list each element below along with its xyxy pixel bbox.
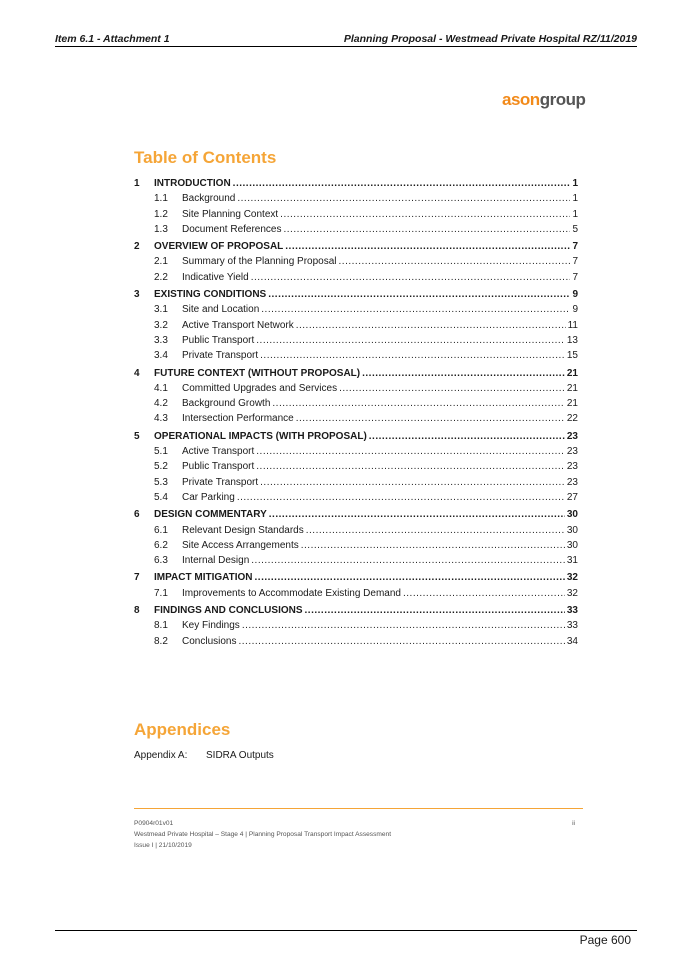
toc-subsection-entry[interactable] bbox=[134, 523, 578, 538]
toc-dot-leader bbox=[255, 570, 565, 585]
toc-subsection-entry[interactable] bbox=[134, 553, 578, 568]
toc-entry-title: Background bbox=[182, 193, 236, 205]
toc-entry-number: 7 bbox=[134, 572, 140, 584]
toc-dot-leader bbox=[305, 603, 565, 618]
toc-dot-leader bbox=[256, 459, 565, 474]
toc-entry-number: 6.3 bbox=[154, 555, 168, 567]
toc-section-entry[interactable] bbox=[134, 570, 578, 585]
toc-dot-leader bbox=[339, 381, 565, 396]
toc-subsection-entry[interactable] bbox=[134, 302, 578, 317]
appendix-label: Appendix A: bbox=[134, 750, 188, 761]
toc-dot-leader bbox=[296, 411, 565, 426]
toc-dot-leader bbox=[268, 287, 570, 302]
toc-subsection-entry[interactable] bbox=[134, 586, 578, 601]
toc-entry-number: 4 bbox=[134, 367, 140, 379]
toc-entry-title: EXISTING CONDITIONS bbox=[154, 289, 267, 301]
toc-entry-title: Document References bbox=[182, 223, 282, 235]
toc-section-entry[interactable] bbox=[134, 239, 578, 254]
toc-dot-leader bbox=[272, 396, 564, 411]
toc-dot-leader bbox=[238, 634, 564, 649]
toc-entry-title: OVERVIEW OF PROPOSAL bbox=[154, 241, 284, 253]
toc-entry-page: 1 bbox=[572, 178, 578, 189]
toc-entry-page: 15 bbox=[566, 350, 578, 362]
toc-entry-page: 5 bbox=[572, 223, 578, 235]
toc-dot-leader bbox=[269, 507, 565, 522]
toc-dot-leader bbox=[285, 239, 570, 254]
toc-entry-page: 33 bbox=[566, 605, 578, 617]
toc-entry-title: Site Access Arrangements bbox=[182, 539, 299, 551]
toc-entry-page: 21 bbox=[566, 382, 578, 394]
toc-entry-title: Conclusions bbox=[182, 635, 237, 647]
toc-entry-page: 1 bbox=[572, 193, 578, 205]
toc-subsection-entry[interactable] bbox=[134, 348, 578, 363]
toc-entry-page: 32 bbox=[566, 572, 578, 584]
toc-entry-page: 1 bbox=[572, 208, 578, 220]
toc-entry-page: 21 bbox=[566, 398, 578, 410]
toc-subsection-entry[interactable] bbox=[134, 490, 578, 505]
toc-entry-number: 3.1 bbox=[154, 304, 168, 316]
toc-entry-page: 33 bbox=[566, 620, 578, 632]
toc-entry-page: 7 bbox=[572, 271, 578, 283]
toc-entry-number: 3.4 bbox=[154, 350, 168, 362]
toc-entry-page: 30 bbox=[566, 509, 578, 521]
appendix-item[interactable] bbox=[134, 750, 274, 761]
toc-dot-leader bbox=[237, 191, 570, 206]
toc-entry-title: Car Parking bbox=[182, 491, 235, 503]
toc-entry-title: OPERATIONAL IMPACTS (WITH PROPOSAL) bbox=[154, 430, 367, 442]
toc-section-entry[interactable] bbox=[134, 287, 578, 302]
toc-entry-title: IMPACT MITIGATION bbox=[154, 572, 253, 584]
toc-entry-number: 1.3 bbox=[154, 223, 168, 235]
toc-entry-number: 6.1 bbox=[154, 524, 168, 536]
toc-entry-number: 8.2 bbox=[154, 635, 168, 647]
toc-dot-leader bbox=[256, 333, 565, 348]
toc-subsection-entry[interactable] bbox=[134, 538, 578, 553]
toc-entry-page: 30 bbox=[566, 524, 578, 536]
company-logo bbox=[502, 90, 585, 110]
toc-entry-number: 5.2 bbox=[154, 461, 168, 473]
toc-entry-number: 3.2 bbox=[154, 319, 168, 331]
toc-entry-title: Internal Design bbox=[182, 555, 250, 567]
toc-entry-number: 2.2 bbox=[154, 271, 168, 283]
toc-entry-page: 9 bbox=[572, 304, 578, 316]
toc-entry-number: 8 bbox=[134, 605, 140, 617]
toc-section-group bbox=[134, 287, 578, 363]
header-document-title: Planning Proposal - Westmead Private Hospital RZ/11/2019 bbox=[343, 33, 637, 45]
toc-entry-title: Private Transport bbox=[182, 476, 259, 488]
toc-entry-page: 7 bbox=[572, 256, 578, 268]
toc-subsection-entry[interactable] bbox=[134, 207, 578, 222]
toc-entry-title: Public Transport bbox=[182, 461, 255, 473]
logo-part-group: group bbox=[539, 90, 586, 109]
document-footer bbox=[134, 818, 583, 851]
toc-entry-number: 6 bbox=[134, 509, 140, 521]
toc-entry-page: 23 bbox=[566, 461, 578, 473]
logo-part-ason: ason bbox=[502, 90, 540, 109]
toc-subsection-entry[interactable] bbox=[134, 459, 578, 474]
toc-entry-number: 5.3 bbox=[154, 476, 168, 488]
toc-entry-number: 2 bbox=[134, 241, 140, 253]
toc-entry-title: Site and Location bbox=[182, 304, 260, 316]
toc-section-entry[interactable] bbox=[134, 366, 578, 381]
toc-entry-title: Active Transport bbox=[182, 446, 255, 458]
toc-entry-title: Public Transport bbox=[182, 334, 255, 346]
toc-dot-leader bbox=[251, 270, 571, 285]
toc-subsection-entry[interactable] bbox=[134, 475, 578, 490]
toc-section-group bbox=[134, 429, 578, 505]
toc-section-group bbox=[134, 570, 578, 601]
toc-section-group bbox=[134, 603, 578, 649]
footer-project: Westmead Private Hospital – Stage 4 | Planning Proposal Transport Impact Assessment bbox=[134, 831, 392, 838]
toc-entry-title: Background Growth bbox=[182, 398, 271, 410]
toc-dot-leader bbox=[260, 348, 565, 363]
header-attachment-label: Item 6.1 - Attachment 1 bbox=[55, 33, 170, 45]
toc-dot-leader bbox=[301, 538, 565, 553]
toc-dot-leader bbox=[306, 523, 565, 538]
toc-entry-page: 9 bbox=[572, 289, 578, 301]
toc-subsection-entry[interactable] bbox=[134, 618, 578, 633]
toc-entry-number: 6.2 bbox=[154, 539, 168, 551]
toc-entry-title: Relevant Design Standards bbox=[182, 524, 304, 536]
toc-entry-page: 23 bbox=[566, 430, 578, 442]
appendices-heading: Appendices bbox=[134, 720, 231, 739]
toc-subsection-entry[interactable] bbox=[134, 254, 578, 269]
table-of-contents bbox=[134, 176, 578, 651]
footer-divider bbox=[134, 808, 583, 809]
toc-dot-leader bbox=[251, 553, 565, 568]
toc-subsection-entry[interactable] bbox=[134, 270, 578, 285]
bottom-divider bbox=[55, 930, 637, 931]
appendix-title: SIDRA Outputs bbox=[206, 750, 274, 761]
toc-entry-number: 4.2 bbox=[154, 398, 168, 410]
toc-section-entry[interactable] bbox=[134, 176, 578, 191]
toc-entry-number: 4.1 bbox=[154, 382, 168, 394]
toc-dot-leader bbox=[242, 618, 565, 633]
toc-dot-leader bbox=[237, 490, 565, 505]
toc-entry-title: Summary of the Planning Proposal bbox=[182, 256, 337, 268]
toc-entry-number: 3 bbox=[134, 289, 140, 301]
toc-entry-page: 7 bbox=[572, 241, 578, 253]
toc-subsection-entry[interactable] bbox=[134, 444, 578, 459]
toc-subsection-entry[interactable] bbox=[134, 222, 578, 237]
toc-section-entry[interactable] bbox=[134, 429, 578, 444]
toc-entry-page: 30 bbox=[566, 539, 578, 551]
toc-section-group bbox=[134, 366, 578, 427]
toc-entry-page: 22 bbox=[566, 413, 578, 425]
toc-section-entry[interactable] bbox=[134, 603, 578, 618]
toc-entry-page: 34 bbox=[566, 635, 578, 647]
toc-section-group bbox=[134, 176, 578, 237]
toc-entry-number: 1.2 bbox=[154, 208, 168, 220]
toc-entry-title: Private Transport bbox=[182, 350, 259, 362]
toc-dot-leader bbox=[296, 318, 566, 333]
toc-dot-leader bbox=[233, 176, 571, 191]
toc-dot-leader bbox=[362, 366, 565, 381]
toc-entry-number: 2.1 bbox=[154, 256, 168, 268]
toc-dot-leader bbox=[260, 475, 565, 490]
toc-entry-page: 32 bbox=[566, 587, 578, 599]
toc-entry-page: 11 bbox=[567, 319, 578, 331]
toc-section-group bbox=[134, 507, 578, 568]
toc-entry-page: 21 bbox=[566, 367, 578, 379]
toc-entry-number: 7.1 bbox=[154, 587, 168, 599]
toc-entry-title: DESIGN COMMENTARY bbox=[154, 509, 267, 521]
page-header bbox=[55, 33, 637, 47]
toc-entry-page: 23 bbox=[566, 446, 578, 458]
toc-entry-title: Active Transport Network bbox=[182, 319, 294, 331]
toc-entry-title: Key Findings bbox=[182, 620, 240, 632]
footer-reference: P0904r01v01 bbox=[134, 820, 174, 827]
toc-dot-leader bbox=[261, 302, 570, 317]
toc-subsection-entry[interactable] bbox=[134, 411, 578, 426]
toc-entry-title: Improvements to Accommodate Existing Demand bbox=[182, 587, 401, 599]
toc-entry-number: 1 bbox=[134, 178, 140, 189]
toc-entry-number: 4.3 bbox=[154, 413, 168, 425]
toc-entry-number: 3.3 bbox=[154, 334, 168, 346]
toc-entry-title: Site Planning Context bbox=[182, 208, 279, 220]
toc-entry-page: 31 bbox=[566, 555, 578, 567]
footer-issue: Issue I | 21/10/2019 bbox=[134, 842, 192, 849]
toc-entry-title: Indicative Yield bbox=[182, 271, 249, 283]
toc-entry-title: INTRODUCTION bbox=[154, 178, 231, 189]
toc-entry-title: Committed Upgrades and Services bbox=[182, 382, 338, 394]
toc-dot-leader bbox=[284, 222, 571, 237]
toc-subsection-entry[interactable] bbox=[134, 381, 578, 396]
toc-dot-leader bbox=[280, 207, 570, 222]
toc-subsection-entry[interactable] bbox=[134, 634, 578, 649]
toc-entry-title: Intersection Performance bbox=[182, 413, 294, 425]
page-number: Page 600 bbox=[579, 933, 631, 947]
toc-entry-page: 13 bbox=[566, 334, 578, 346]
toc-section-entry[interactable] bbox=[134, 507, 578, 522]
toc-entry-number: 1.1 bbox=[154, 193, 168, 205]
toc-subsection-entry[interactable] bbox=[134, 191, 578, 206]
toc-subsection-entry[interactable] bbox=[134, 318, 578, 333]
toc-entry-title: FUTURE CONTEXT (WITHOUT PROPOSAL) bbox=[154, 367, 361, 379]
toc-entry-page: 23 bbox=[566, 476, 578, 488]
toc-dot-leader bbox=[256, 444, 565, 459]
toc-section-group bbox=[134, 239, 578, 285]
toc-dot-leader bbox=[369, 429, 565, 444]
toc-subsection-entry[interactable] bbox=[134, 396, 578, 411]
toc-entry-number: 8.1 bbox=[154, 620, 168, 632]
footer-page-number: ii bbox=[572, 820, 575, 827]
toc-dot-leader bbox=[339, 254, 571, 269]
toc-heading: Table of Contents bbox=[134, 148, 277, 167]
toc-entry-title: FINDINGS AND CONCLUSIONS bbox=[154, 605, 303, 617]
toc-subsection-entry[interactable] bbox=[134, 333, 578, 348]
toc-entry-number: 5.1 bbox=[154, 446, 168, 458]
toc-entry-number: 5 bbox=[134, 430, 140, 442]
toc-entry-number: 5.4 bbox=[154, 491, 168, 503]
toc-dot-leader bbox=[403, 586, 565, 601]
toc-entry-page: 27 bbox=[566, 491, 578, 503]
